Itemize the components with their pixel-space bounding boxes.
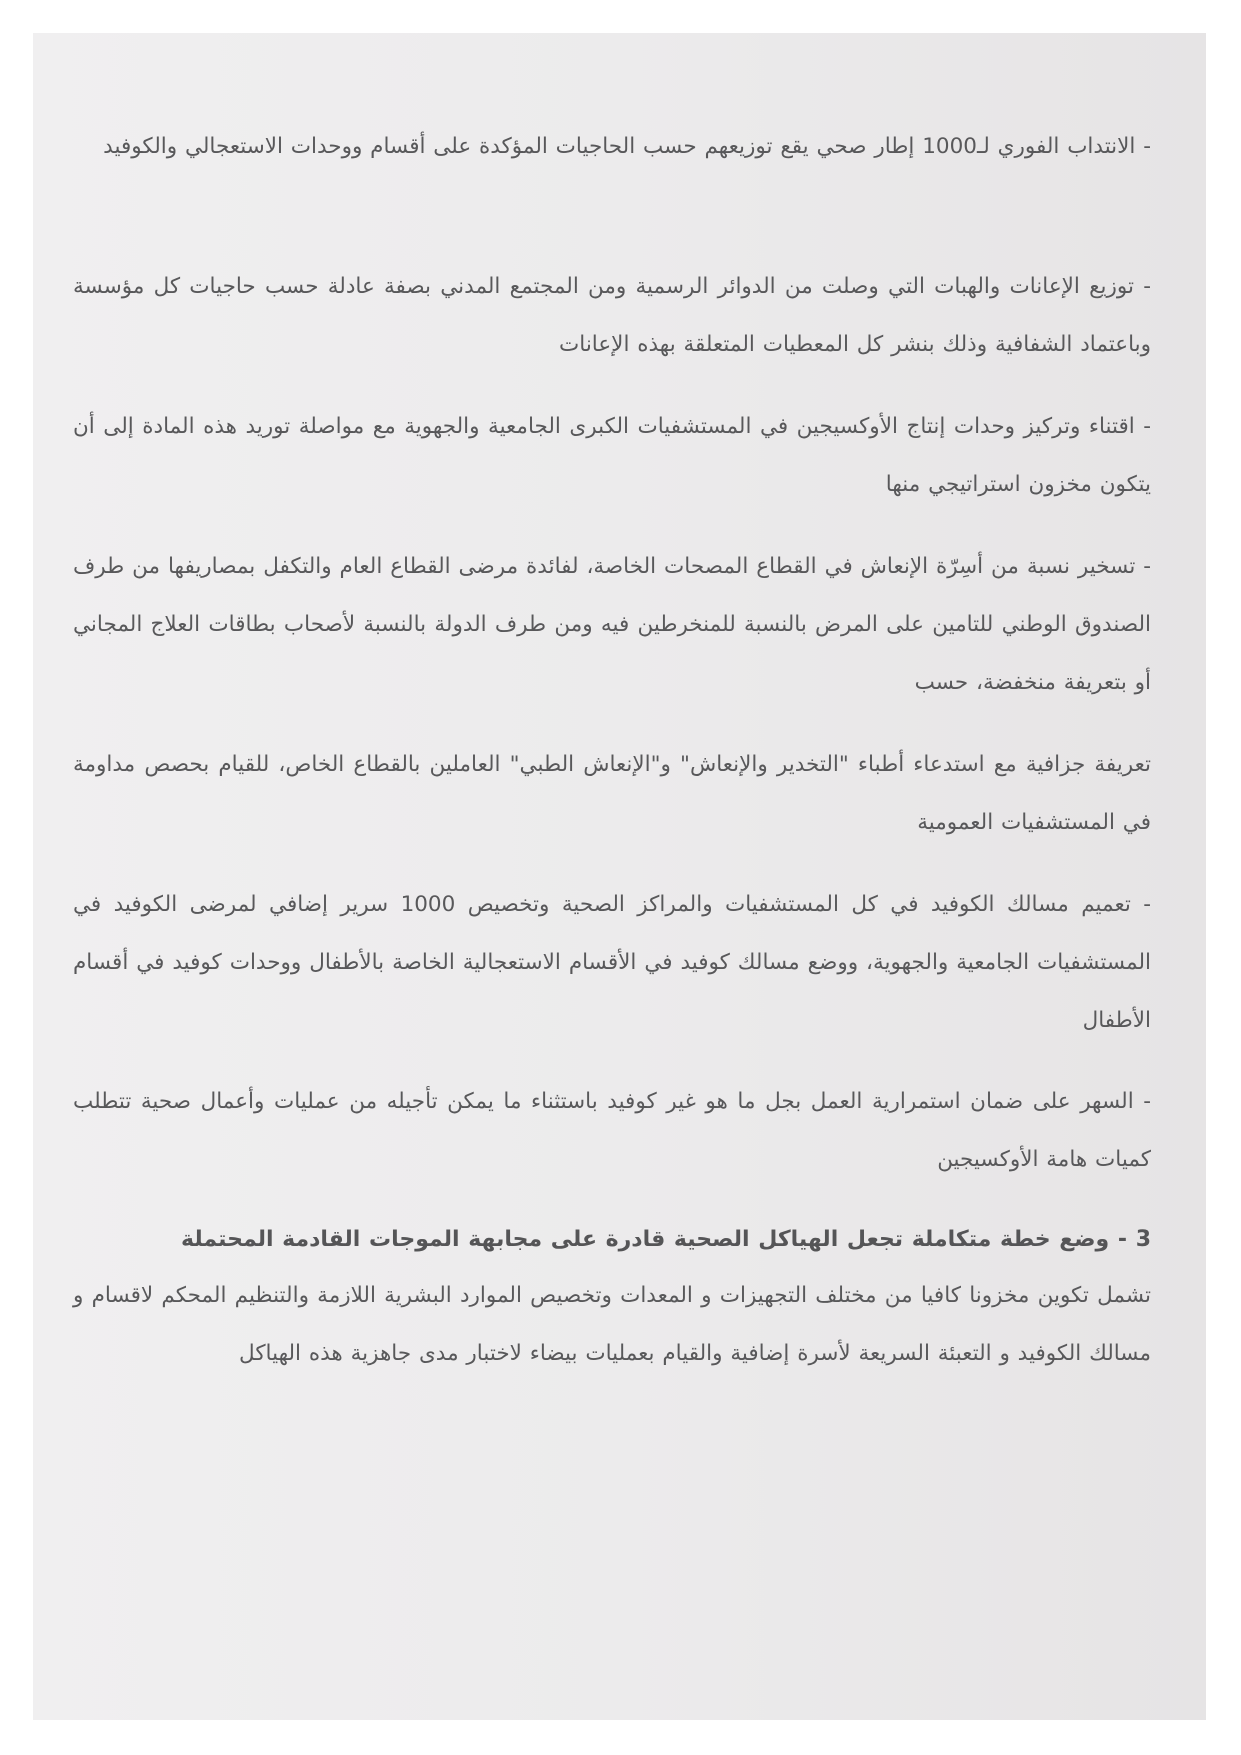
section-heading: 3 - وضع خطة متكاملة تجعل الهياكل الصحية قادرة على مجابهة الموجات القادمة المحتملة	[181, 1227, 1151, 1252]
paragraph-icu-beds: - تسخير نسبة من أسِرّة الإنعاش في القطاع المصحات الخاصة، لفائدة مرضى القطاع العام والتكفل بمصاريفها من طرف الصندوق الوطني للتامين على المرض بالنسبة للمنخرطين فيه ومن طرف الدولة بالنسبة لأصحاب بطاقات العلاج المجاني أو بتعريفة منخفضة، حسب	[73, 554, 1151, 695]
paragraph-donations: - توزيع الإعانات والهبات التي وصلت من الدوائر الرسمية ومن المجتمع المدني بصفة عادلة حسب حاجيات كل مؤسسة وباعتماد الشفافية وذلك بنشر كل المعطيات المتعلقة بهذه الإعانات	[73, 274, 1151, 357]
document-page	[33, 33, 1206, 1720]
paragraph-oxygen-units: - اقتناء وتركيز وحدات إنتاج الأوكسيجين في المستشفيات الكبرى الجامعية والجهوية مع مواصلة توريد هذه المادة إلى أن يتكون مخزون استراتيجي منها	[73, 414, 1151, 497]
paragraph-recruitment: - الانتداب الفوري لـ1000 إطار صحي يقع توزيعهم حسب الحاجيات المؤكدة على أقسام ووحدات الاستعجالي والكوفيد	[103, 134, 1151, 159]
section-body: تشمل تكوين مخزونا كافيا من مختلف التجهيزات و المعدات وتخصيص الموارد البشرية اللازمة والتنظيم المحكم لاقسام و مسالك الكوفيد و التعبئة السريعة لأسرة إضافية والقيام بعمليات بيضاء لاختبار مدى جاهزية هذه الهياكل	[73, 1283, 1151, 1366]
paragraph-covid-circuits: - تعميم مسالك الكوفيد في كل المستشفيات والمراكز الصحية وتخصيص 1000 سرير إضافي لمرضى الكوفيد في المستشفيات الجامعية والجهوية، ووضع مسالك كوفيد في الأقسام الاستعجالية الخاصة بالأطفال ووحدات كوفيد في أقسام الأطفال	[73, 892, 1151, 1033]
paragraph-doctors: تعريفة جزافية مع استدعاء أطباء "التخدير والإنعاش" و"الإنعاش الطبي" العاملين بالقطاع الخاص، للقيام بحصص مداومة في المستشفيات العمومية	[73, 752, 1151, 835]
paragraph-non-covid: - السهر على ضمان استمرارية العمل بجل ما هو غير كوفيد باستثناء ما يمكن تأجيله من عمليات وأعمال صحية تتطلب كميات هامة الأوكسيجين	[73, 1089, 1151, 1172]
